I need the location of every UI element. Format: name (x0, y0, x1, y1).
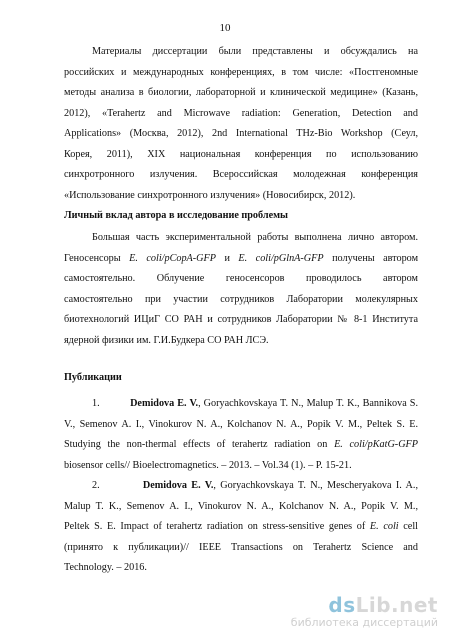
text-line (64, 456, 418, 477)
text-line (64, 394, 418, 415)
text-run: ядерной физики им. Г.И.Будкера СО РАН ЛСЭ. (64, 334, 269, 346)
text-run: E. coli/pGlnA-GFP (238, 252, 324, 264)
page-number: 10 (219, 22, 231, 34)
text-run: 2. (92, 480, 143, 491)
text-run: синхротронного излучения. Всероссийская молодежная конференция (64, 169, 418, 180)
logo-prefix: ds (328, 593, 356, 617)
text-run: Technology. – 2016. (64, 562, 147, 573)
text-line (64, 83, 418, 104)
text-line (64, 517, 418, 538)
publications-heading (64, 368, 418, 389)
text-line (64, 497, 418, 518)
text-line (64, 538, 418, 559)
text-line (64, 249, 418, 270)
text-run: Peltek S. E. Impact of terahertz radiation on stress-sensitive genes of (64, 521, 370, 532)
text-run: Геносенсоры (64, 252, 130, 264)
dslib-logo (291, 594, 438, 616)
text-run: cell (398, 521, 418, 532)
text-line (64, 290, 418, 311)
text-run: Demidova E. V. (130, 398, 199, 409)
text-run: самостоятельно. Облучение геносенсоров проводилось автором (64, 273, 418, 284)
text-run: Applications» (Москва, 2012), 2nd International THz-Bio Workshop (Сеул, (64, 128, 418, 139)
contribution-paragraph (64, 228, 418, 351)
publication-2 (64, 476, 418, 579)
text-run: , Goryachkovskaya T. N., Mescheryakova I. A., (213, 480, 418, 491)
text-line (64, 269, 418, 290)
publication-1 (64, 394, 418, 476)
text-run: Malup T. K., Semenov A. I., Vinokurov N. A., Kolchanov N. A., Popik V. M., (64, 500, 418, 512)
text-line (64, 186, 418, 207)
text-line (64, 476, 418, 497)
text-line (64, 124, 418, 145)
intro-paragraph (64, 42, 418, 206)
text-run: Корея, 2011), XIX национальная конференция по использованию (64, 148, 418, 160)
text-run: «Использование синхротронного излучения» (Новосибирск, 2012). (64, 189, 356, 201)
text-run: (принято к публикации)// IEEE Transactions on Terahertz Science and (64, 541, 418, 553)
text-run: Большая часть экспериментальной работы выполнена лично автором. (92, 232, 418, 243)
text-line (64, 558, 418, 579)
logo-suffix: Lib.net (355, 593, 438, 617)
text-run: Demidova E. V. (142, 480, 214, 491)
dslib-tagline: библиотека диссертаций (290, 616, 438, 629)
text-line (64, 165, 418, 186)
text-run: E. coli (369, 521, 399, 532)
text-line (64, 228, 418, 249)
text-run: биотехнологий ИЦиГ СО РАН и сотрудников Лаборатории № 8-1 Института (64, 314, 418, 325)
text-run: методы анализа в биологии, лабораторной и клинической медицине» (Казань, (64, 87, 418, 98)
text-run: 1. (92, 398, 131, 409)
contribution-heading (64, 206, 418, 227)
text-run: E. coli/pKatG-GFP (334, 439, 418, 450)
text-run: biosensor cells// Bioelectromagnetics. – 2013. – Vol.34 (1). – P. 15-21. (64, 459, 352, 471)
text-line (64, 435, 418, 456)
publications-heading-text: Публикации (64, 372, 122, 383)
text-run: E. coli/pCopA-GFP (129, 252, 216, 264)
text-run: 2012), «Terahertz and Microwave radiation: Generation, Detection and (64, 107, 418, 119)
text-run: Studying the non-thermal effects of terahertz radiation on (64, 439, 335, 450)
text-line (64, 331, 418, 352)
text-line (64, 310, 418, 331)
text-run: российских и международных конференциях, в том числе: «Постгеномные (64, 66, 418, 78)
text-line (64, 104, 418, 125)
text-run: самостоятельно при участии сотрудников Лаборатории молекулярных (64, 293, 418, 305)
text-line (64, 42, 418, 63)
contribution-heading-text: Личный вклад автора в исследование проблемы (64, 210, 288, 221)
text-run: Материалы диссертации были представлены и обсуждались на (92, 46, 418, 57)
text-run: V., Semenov A. I., Vinokurov N. A., Kolchanov N. A., Popik V. M., Peltek S. E. (64, 418, 418, 430)
text-run: и (215, 252, 239, 264)
text-run: , Goryachkovskaya T. N., Malup T. K., Bannikova S. (198, 398, 419, 409)
text-line (64, 415, 418, 436)
text-run: получены автором (323, 252, 419, 264)
text-line (64, 145, 418, 166)
text-line (64, 63, 418, 84)
dslib-watermark (291, 594, 438, 629)
